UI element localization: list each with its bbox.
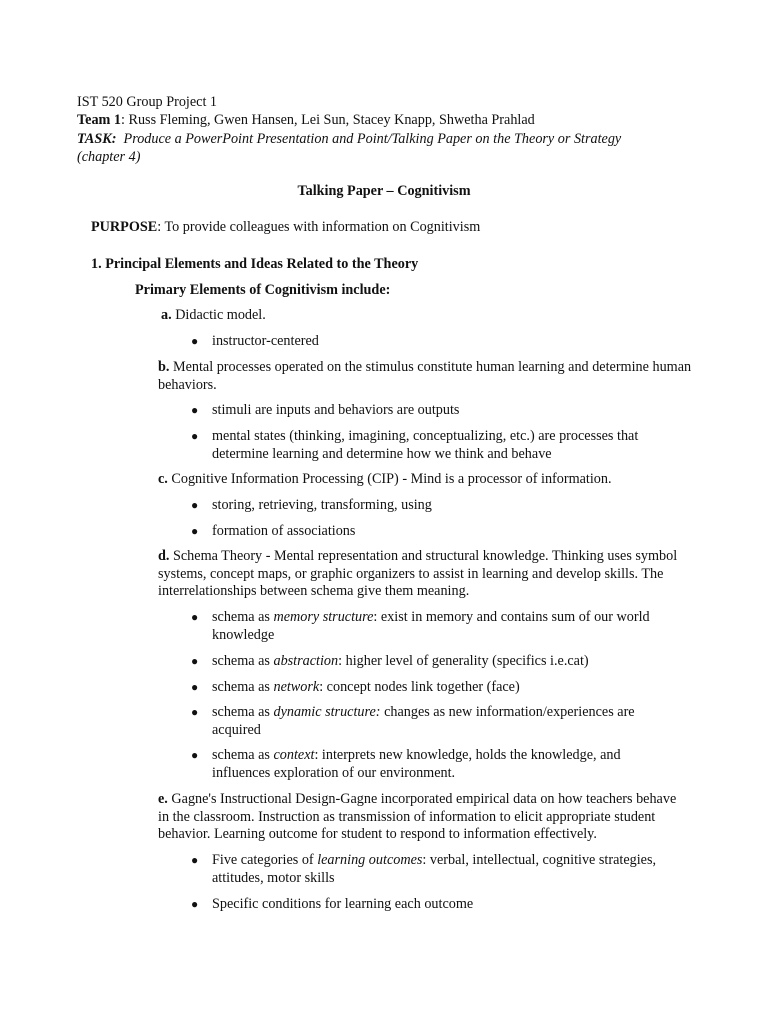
bullet-icon: ● — [191, 705, 199, 719]
section-heading: 1. Principal Elements and Ideas Related to the Theory — [91, 256, 419, 272]
list-item: schema as memory structure: exist in memory and contains sum of our world knowledge — [212, 609, 650, 643]
list-item: schema as abstraction: higher level of generality (specifics i.e.cat) — [212, 653, 589, 669]
item-a: a. Didactic model. — [161, 307, 266, 323]
list-item: instructor-centered — [212, 333, 319, 349]
list-item: formation of associations — [212, 523, 356, 539]
team-members: : Russ Fleming, Gwen Hansen, Lei Sun, Stacey Knapp, Shwetha Prahlad — [121, 112, 535, 128]
item-e: e. Gagne's Instructional Design-Gagne incorporated empirical data on how teachers behave in the classroom. Instruction as transmission of information to elicit appropriate student behavior. Learning outcome for student to respond to information effectively. — [158, 791, 677, 842]
team-label: Team 1 — [77, 112, 122, 128]
section-subheading: Primary Elements of Cognitivism include: — [135, 282, 391, 298]
bullet-icon: ● — [191, 654, 199, 668]
item-d: d. Schema Theory - Mental representation and structural knowledge. Thinking uses symbol systems, concept maps, or graphic organizers to assist in learning and develop skills. The interrelationships between schema give them meaning. — [158, 548, 678, 599]
item-c: c. Cognitive Information Processing (CIP) - Mind is a processor of information. — [158, 471, 612, 487]
task-line-2: (chapter 4) — [77, 149, 141, 165]
list-item: Five categories of learning outcomes: verbal, intellectual, cognitive strategies, attitudes, motor skills — [212, 852, 657, 886]
list-item: stimuli are inputs and behaviors are outputs — [212, 402, 460, 418]
item-b: b. Mental processes operated on the stimulus constitute human learning and determine human behaviors. — [158, 359, 692, 393]
purpose-label: PURPOSE — [91, 219, 158, 235]
bullet-icon: ● — [191, 403, 199, 417]
bullet-icon: ● — [191, 897, 199, 911]
bullet-icon: ● — [191, 748, 199, 762]
purpose-line — [91, 219, 480, 237]
task-label: TASK: — [77, 131, 117, 147]
course-title: IST 520 Group Project 1 — [77, 94, 218, 110]
list-item: Specific conditions for learning each outcome — [212, 896, 474, 912]
list-item: schema as dynamic structure: changes as new information/experiences are acquired — [212, 704, 635, 738]
list-item: storing, retrieving, transforming, using — [212, 497, 432, 513]
purpose-text: : To provide colleagues with information on Cognitivism — [157, 219, 481, 235]
task-text: Produce a PowerPoint Presentation and Point/Talking Paper on the Theory or Strategy — [123, 131, 622, 147]
bullet-icon: ● — [191, 524, 199, 538]
bullet-icon: ● — [191, 853, 199, 867]
list-item: schema as context: interprets new knowledge, holds the knowledge, and influences exploration of our environment. — [212, 747, 621, 781]
bullet-icon: ● — [191, 680, 199, 694]
list-item: mental states (thinking, imagining, conceptualizing, etc.) are processes that determine learning and determine how we think and behave — [212, 428, 639, 462]
bullet-icon: ● — [191, 429, 199, 443]
bullet-icon: ● — [191, 610, 199, 624]
list-item: schema as network: concept nodes link together (face) — [212, 679, 520, 695]
task-line — [77, 131, 621, 149]
page-title: Talking Paper – Cognitivism — [297, 183, 471, 199]
bullet-icon: ● — [191, 498, 199, 512]
bullet-icon: ● — [191, 334, 199, 348]
team-line — [77, 112, 535, 130]
